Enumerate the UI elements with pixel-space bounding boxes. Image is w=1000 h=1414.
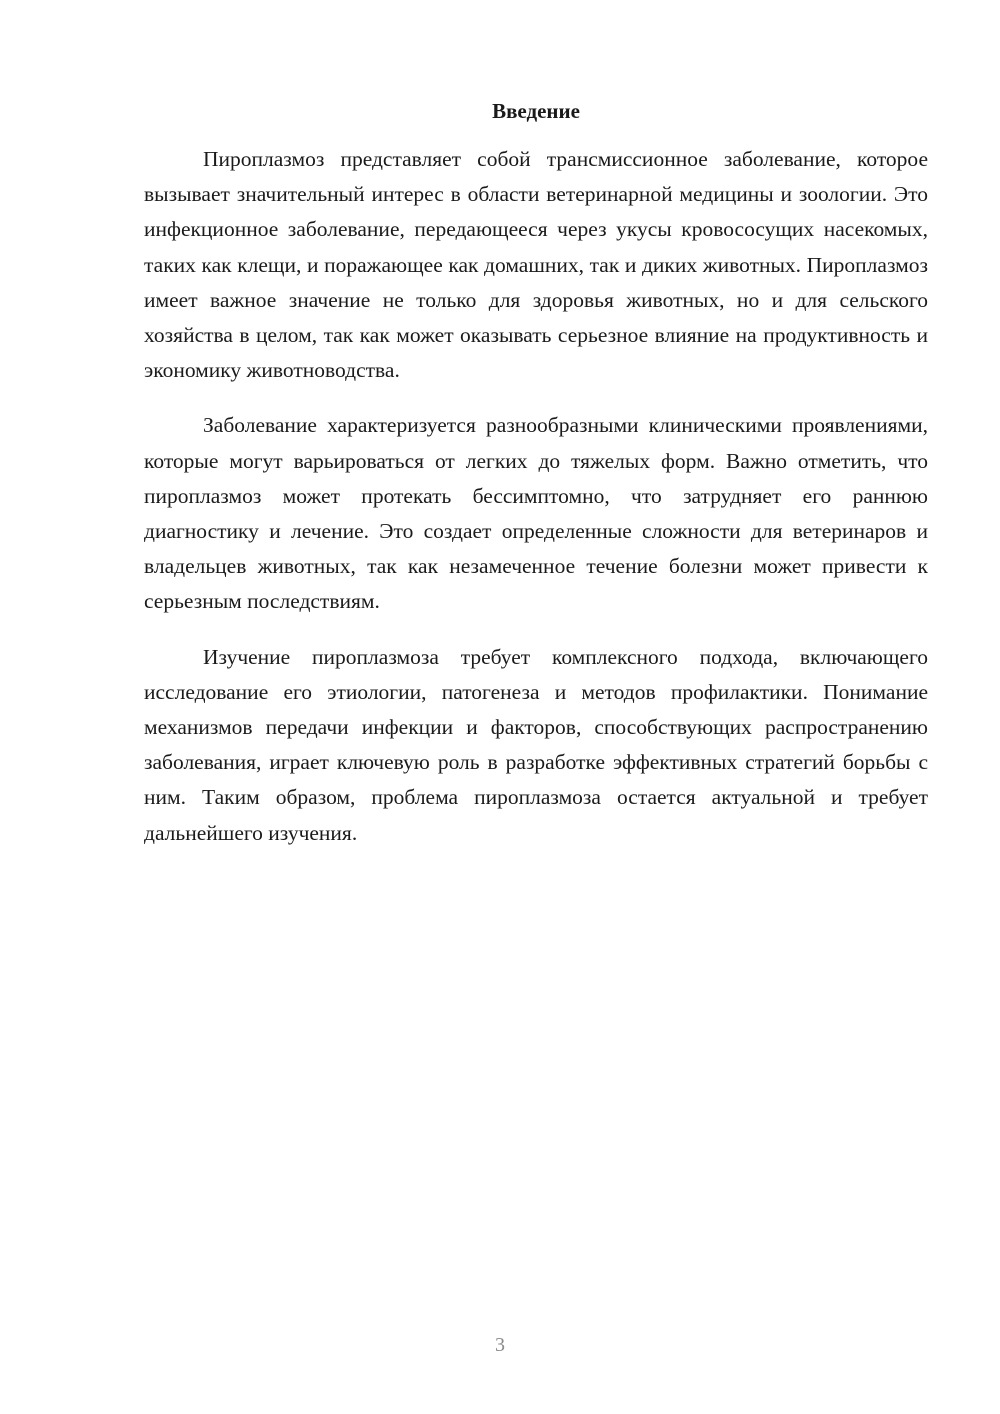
section-heading: Введение (492, 99, 580, 123)
page-number: 3 (495, 1334, 505, 1356)
paragraph-1: Пироплазмоз представляет собой трансмиссионное заболевание, которое вызывает значительный интерес в области ветеринарной медицины и зоологии. Это инфекционное заболевание, передающееся через укусы кровососущих насекомых, таких как клещи, и поражающее как домашних, так и диких животных. Пироплазмоз имеет важное значение не только для здоровья животных, но и для сельского хозяйства в целом, так как может оказывать серьезное влияние на продуктивность и экономику животноводства. (144, 147, 928, 383)
paragraph-3: Изучение пироплазмоза требует комплексного подхода, включающего исследование его этиологии, патогенеза и методов профилактики. Понимание механизмов передачи инфекции и факторов, способствующих распространению заболевания, играет ключевую роль в разработке эффективных стратегий борьбы с ним. Таким образом, проблема пироплазмоза остается актуальной и требует дальнейшего изучения. (144, 644, 928, 845)
paragraph-2: Заболевание характеризуется разнообразными клиническими проявлениями, которые могут варьироваться от легких до тяжелых форм. Важно отметить, что пироплазмоз может протекать бессимптомно, что затрудняет его раннюю диагностику и лечение. Это создает определенные сложности для ветеринаров и владельцев животных, так как незамеченное течение болезни может привести к серьезным последствиям. (144, 413, 928, 614)
page-content (144, 96, 928, 871)
